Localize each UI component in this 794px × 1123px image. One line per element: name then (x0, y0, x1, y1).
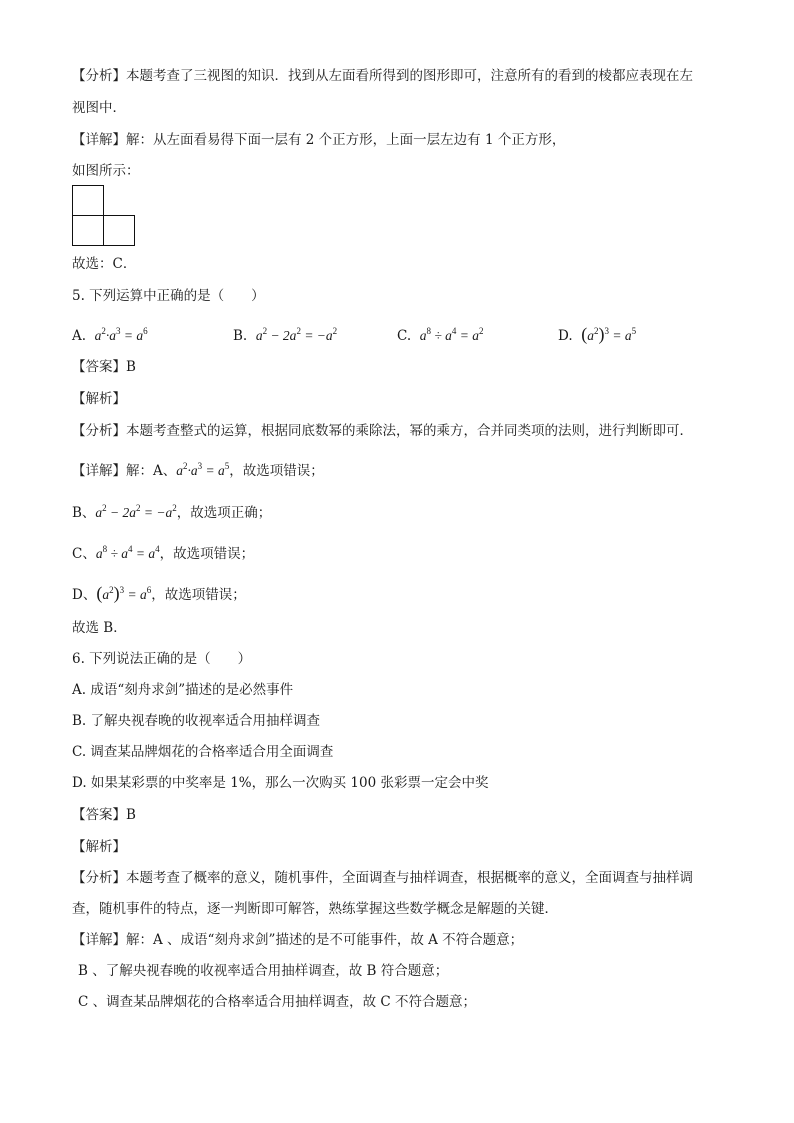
q4-conclusion: 故选：C． (72, 256, 137, 272)
q6-option-b: B. 了解央视春晚的收视率适合用抽样调查 (72, 713, 321, 729)
q4-analysis: 【分析】本题考查了三视图的知识．找到从左面看所得到的图形即可，注意所有的看到的棱都应表现在左 (72, 68, 693, 84)
q5-detail-a (72, 456, 324, 481)
detail-suffix: ，故选项错误； (159, 546, 255, 562)
option-label: A. (72, 328, 87, 344)
q4-detail: 【详解】解：从左面看易得下面一层有 2 个正方形，上面一层左边有 1 个正方形， (72, 132, 566, 148)
q5-stem: 5. 下列运算中正确的是（ ） (72, 288, 265, 304)
q6-detail-b: B 、了解央视春晚的收视率适合用抽样调查，故 B 符合题意； (78, 963, 449, 979)
detail-prefix: C、 (72, 546, 96, 562)
option-label: C. (397, 328, 412, 344)
q5-detail-d (72, 580, 246, 605)
left-view-figure (72, 185, 136, 247)
q6-option-a: A. 成语“刻舟求剑”描述的是必然事件 (72, 682, 294, 698)
detail-suffix: ，故选项错误； (151, 587, 246, 603)
q4-analysis-cont: 视图中． (72, 100, 126, 116)
math-expression: $(a^2)^3 = a^6$ (96, 583, 152, 603)
math-expression: $a^2\cdot a^3 = a^6$ (94, 326, 148, 343)
detail-prefix: D、 (72, 587, 97, 603)
q4-figure-caption: 如图所示： (72, 163, 140, 179)
q5-detail-b (72, 498, 271, 523)
q5-option-a (72, 320, 148, 347)
q6-detail-a: 【详解】解：A 、成语“刻舟求剑”描述的是不可能事件，故 A 不符合题意； (72, 932, 524, 948)
q5-conclusion: 故选 B． (72, 620, 127, 636)
q5-detail-c (72, 539, 254, 564)
detail-prefix: B、 (72, 505, 96, 521)
q6-analysis: 【分析】本题考查了概率的意义，随机事件，全面调查与抽样调查，根据概率的意义，全面调查与抽样调 (72, 870, 693, 886)
math-expression: $(a^2)^3 = a^5$ (581, 324, 637, 344)
detail-suffix: ，故选项正确； (176, 505, 272, 521)
detail-suffix: ，故选项错误； (229, 463, 324, 479)
option-label: D. (558, 328, 573, 344)
q6-analysis-cont: 查，随机事件的特点，逐一判断即可解答，熟练掌握这些数学概念是解题的关键． (72, 901, 558, 917)
math-expression: $a^2\cdot a^3 = a^5$ (176, 461, 230, 478)
q6-stem: 6. 下列说法正确的是（ ） (72, 651, 252, 667)
q5-answer: 【答案】B (72, 359, 136, 375)
q5-analysis: 【分析】本题考查整式的运算，根据同底数幂的乘除法，幂的乘方，合并同类项的法则，进行判断即可． (72, 423, 693, 439)
detail-prefix: 【详解】解：A、 (72, 463, 177, 479)
q6-answer: 【答案】B (72, 807, 136, 823)
q6-detail-c: C 、调查某品牌烟花的合格率适合用抽样调查，故 C 不符合题意； (78, 994, 477, 1010)
q5-option-c (397, 320, 484, 347)
q5-explain-title: 【解析】 (72, 391, 126, 407)
q6-option-d: D. 如果某彩票的中奖率是 1%，那么一次购买 100 张彩票一定会中奖 (72, 775, 489, 791)
math-expression: $a^2 - 2a^2 = -a^2$ (255, 326, 338, 343)
q5-option-b (233, 320, 337, 347)
math-expression: $a^8 \div a^4 = a^2$ (419, 326, 484, 343)
q6-explain-title: 【解析】 (72, 839, 126, 855)
math-expression: $a^2 - 2a^2 = -a^2$ (95, 503, 177, 520)
q6-option-c: C. 调查某品牌烟花的合格率适合用全面调查 (72, 744, 334, 760)
math-expression: $a^8 \div a^4 = a^4$ (95, 544, 160, 561)
q5-option-d (558, 320, 636, 347)
option-label: B. (233, 328, 248, 344)
